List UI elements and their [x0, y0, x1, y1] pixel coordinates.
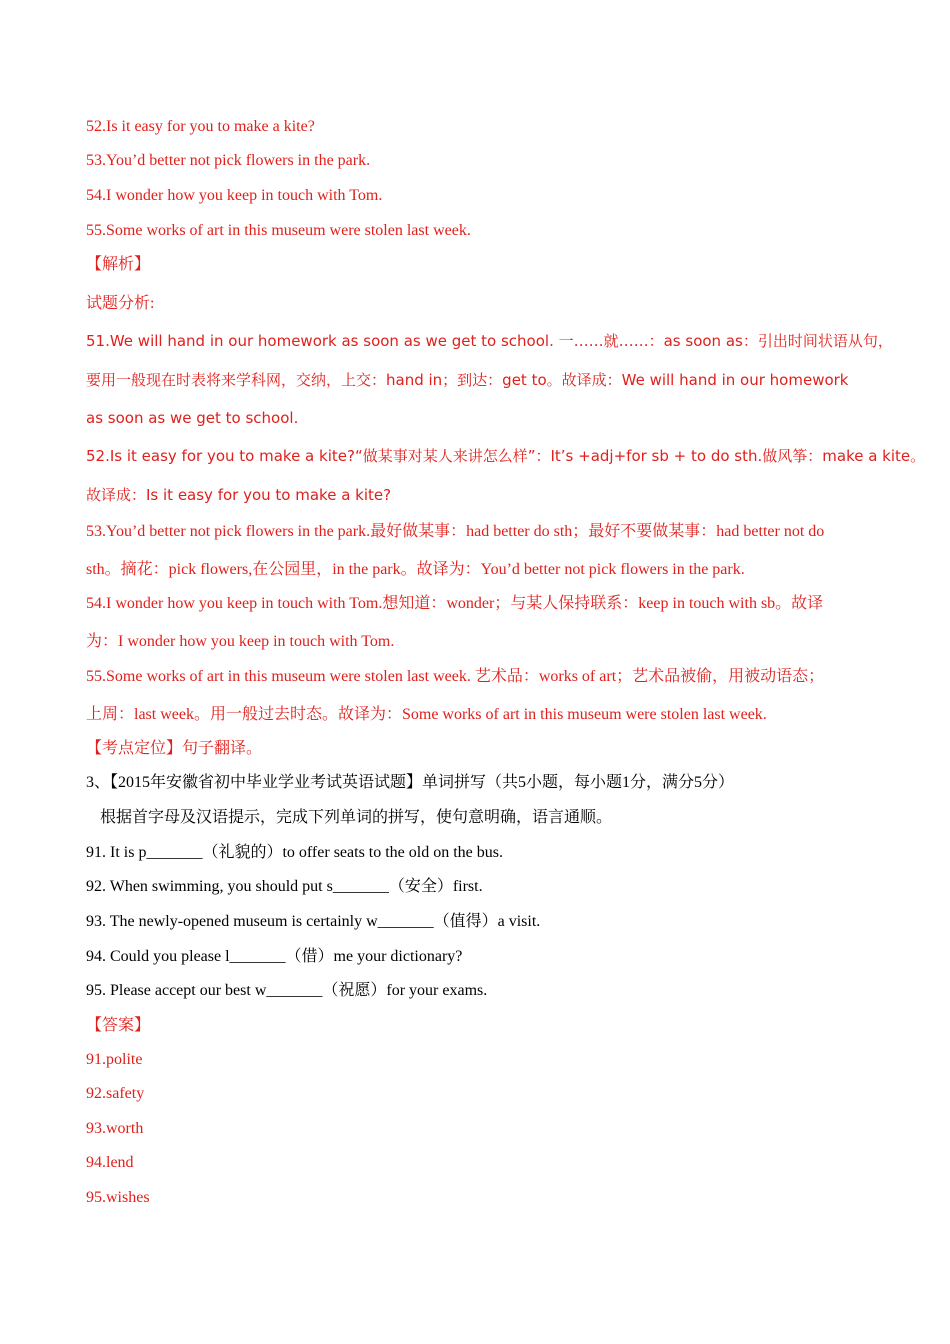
explanation-52-line1: 52.Is it easy for you to make a kite?“做某事对某人来讲怎么样”：It’s +adj+for sb + to do sth.做风筝：make a kite。: [86, 447, 926, 465]
answer-55: 55.Some works of art in this museum were stolen last week.: [86, 222, 471, 239]
question-91: 91. It is p_______（礼貌的）to offer seats to the old on the bus.: [86, 844, 504, 861]
explanation-52-line2: 故译成：Is it easy for you to make a kite?: [86, 486, 392, 504]
answer-92: 92.safety: [86, 1085, 145, 1102]
explanation-54-line2: 为：I wonder how you keep in touch with Tom.: [86, 633, 395, 650]
answer-91: 91.polite: [86, 1051, 143, 1068]
question-93: 93. The newly-opened museum is certainly w_______（值得）a visit.: [86, 913, 541, 930]
explanation-51-line1: 51.We will hand in our homework as soon as we get to school. 一……就……：as soon as：引出时间状语从句，: [86, 332, 893, 350]
question-3-title: 3、【2015年安徽省初中毕业学业考试英语试题】单词拼写（共5小题，每小题1分，满分5分）: [86, 774, 735, 791]
question-3-instructions: 根据首字母及汉语提示，完成下列单词的拼写，使句意明确，语言通顺。: [100, 809, 613, 826]
explanation-55-line1: 55.Some works of art in this museum were stolen last week. 艺术品：works of art；艺术品被偷，用被动语态；: [86, 668, 825, 685]
answer-52: 52.Is it easy for you to make a kite?: [86, 118, 315, 135]
kaodian-location: 【考点定位】句子翻译。: [86, 740, 263, 757]
question-95: 95. Please accept our best w_______（祝愿）for your exams.: [86, 982, 488, 999]
explanation-55-line2: 上周：last week。用一般过去时态。故译为：Some works of art in this museum were stolen last week.: [86, 706, 767, 723]
answer-53: 53.You’d better not pick flowers in the park.: [86, 152, 371, 169]
question-94: 94. Could you please l_______（借）me your dictionary?: [86, 948, 463, 965]
analysis-subheading: 试题分析:: [86, 295, 155, 312]
analysis-heading: 【解析】: [86, 256, 151, 273]
answer-94: 94.lend: [86, 1154, 134, 1171]
explanation-54-line1: 54.I wonder how you keep in touch with Tom.想知道：wonder；与某人保持联系：keep in touch with sb。故译: [86, 595, 824, 612]
explanation-53-line2: sth。摘花：pick flowers,在公园里，in the park。故译为：You’d better not pick flowers in the park.: [86, 561, 745, 578]
question-92: 92. When swimming, you should put s_______（安全）first.: [86, 878, 483, 895]
answer-93: 93.worth: [86, 1120, 144, 1137]
explanation-51-line2: 要用一般现在时表将来学科网，交纳，上交：hand in；到达：get to。故译成：We will hand in our homework: [86, 371, 849, 389]
answer-95: 95.wishes: [86, 1189, 150, 1206]
explanation-51-line3: as soon as we get to school.: [86, 409, 299, 427]
explanation-53-line1: 53.You’d better not pick flowers in the park.最好做某事：had better do sth；最好不要做某事：had better not do: [86, 523, 825, 540]
answer-54: 54.I wonder how you keep in touch with Tom.: [86, 187, 383, 204]
answer-heading: 【答案】: [86, 1017, 151, 1034]
